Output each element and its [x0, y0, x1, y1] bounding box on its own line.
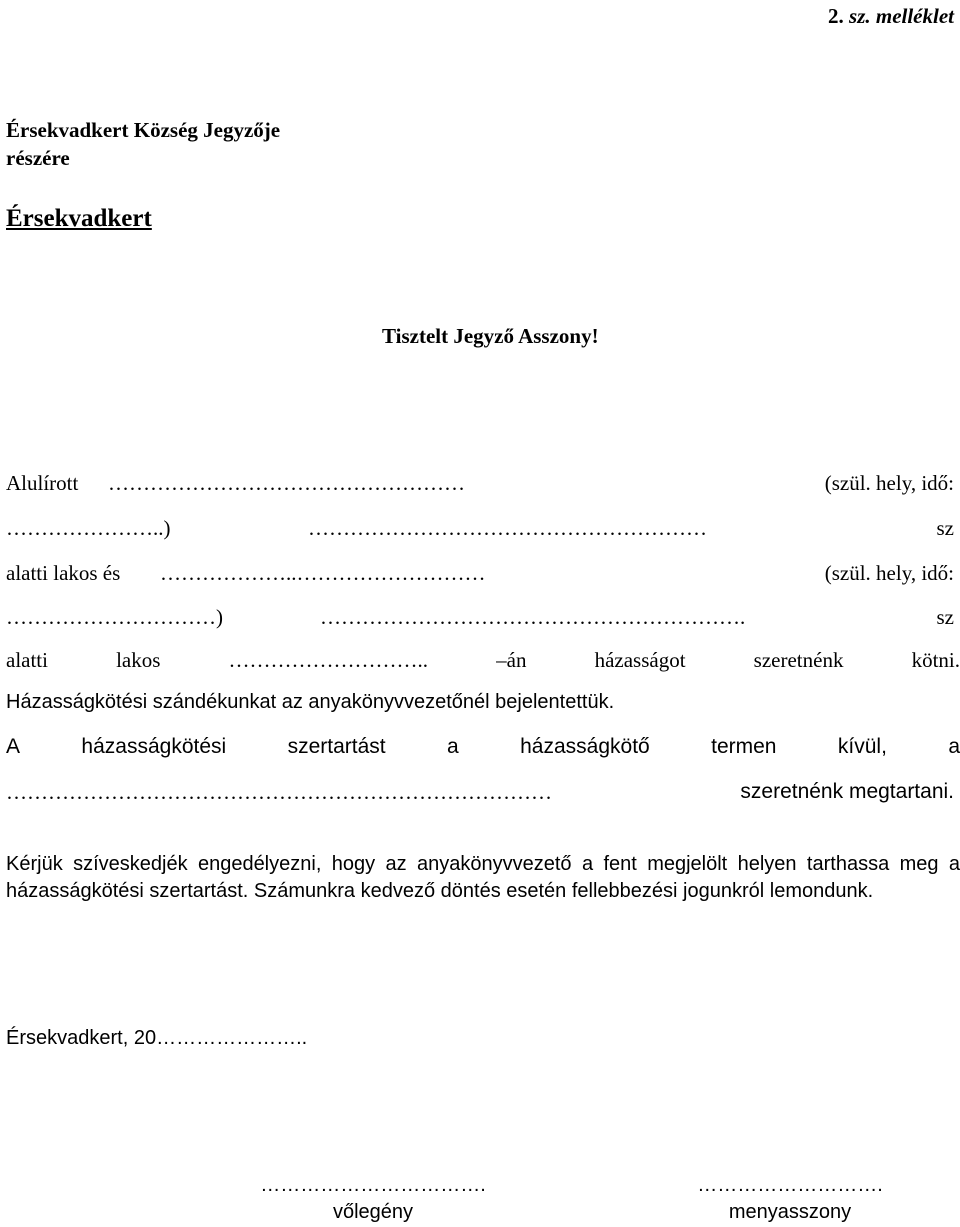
form-line-8-text: szeretnénk megtartani.	[740, 780, 954, 803]
form-line-7-word: szertartást	[287, 735, 386, 758]
form-line-3-dots: ………………..………………………	[160, 561, 486, 585]
form-line-3-left: alatti lakos és	[6, 561, 121, 585]
form-line-2-right: sz	[936, 516, 954, 540]
addressee-city: Érsekvadkert	[6, 205, 152, 232]
annex-text: sz. melléklet	[849, 4, 954, 28]
form-line-1-right: (szül. hely, idő:	[824, 471, 954, 495]
bride-signature	[660, 1172, 920, 1225]
addressee-line-1: Érsekvadkert Község Jegyzője	[6, 118, 281, 142]
form-line-7-word: A	[6, 735, 21, 758]
form-line-1-left: Alulírott	[6, 471, 79, 495]
form-line-7-word: a	[447, 735, 459, 758]
annex-label	[828, 3, 954, 29]
form-line-3-right: (szül. hely, idő:	[824, 561, 954, 585]
form-line-5-word: alatti	[6, 648, 48, 672]
form-line-5-dots: ………………………..	[228, 648, 429, 672]
form-line-5	[6, 647, 960, 673]
bride-label: menyasszony	[728, 1201, 852, 1223]
form-line-5-word: –án	[496, 648, 527, 672]
groom-signature	[228, 1172, 518, 1225]
form-line-7-word: házasságkötő	[520, 735, 650, 758]
bride-signature-dots: ……………………….	[697, 1174, 883, 1196]
form-line-5-word: házasságot	[594, 648, 686, 672]
form-line-7	[6, 734, 960, 760]
form-line-4-dots-b: …………………………………………………….	[320, 605, 746, 629]
form-line-6: Házasságkötési szándékunkat az anyakönyvvezetőnél bejelentettük.	[6, 691, 615, 713]
addressee-line-2: részére	[6, 146, 70, 170]
form-line-5-word: lakos	[116, 648, 161, 672]
form-line-2-dots-a: …………………..)	[6, 516, 171, 540]
form-line-4-dots-a: …………………………)	[6, 605, 223, 629]
form-line-5-word: kötni.	[911, 648, 960, 672]
form-line-4-right: sz	[936, 605, 954, 629]
groom-label: vőlegény	[332, 1201, 414, 1223]
form-line-1-dots: ……………………………………………	[108, 471, 465, 495]
form-line-7-word: kívül,	[837, 735, 887, 758]
groom-signature-dots: …………………………….	[260, 1174, 486, 1196]
salutation: Tisztelt Jegyző Asszony!	[382, 324, 599, 348]
form-line-7-word: termen	[711, 735, 777, 758]
date-line: Érsekvadkert, 20…………………..	[6, 1027, 308, 1049]
form-line-5-word: szeretnénk	[753, 648, 844, 672]
form-line-7-word: a	[948, 735, 960, 758]
form-line-7-word: házasságkötési	[81, 735, 227, 758]
annex-number: 2.	[828, 4, 844, 28]
request-paragraph: Kérjük szíveskedjék engedélyezni, hogy az anyakönyvvezető a fent megjelölt helyen tarthassa meg a házasságkötési szertartást. Számunkra kedvező döntés esetén fellebbezési jogunkról lemondunk.	[6, 853, 960, 902]
form-line-8-dots: ……………………………………………………………………	[6, 780, 552, 804]
form-line-2-dots-b: …………………………………………………	[308, 516, 707, 540]
